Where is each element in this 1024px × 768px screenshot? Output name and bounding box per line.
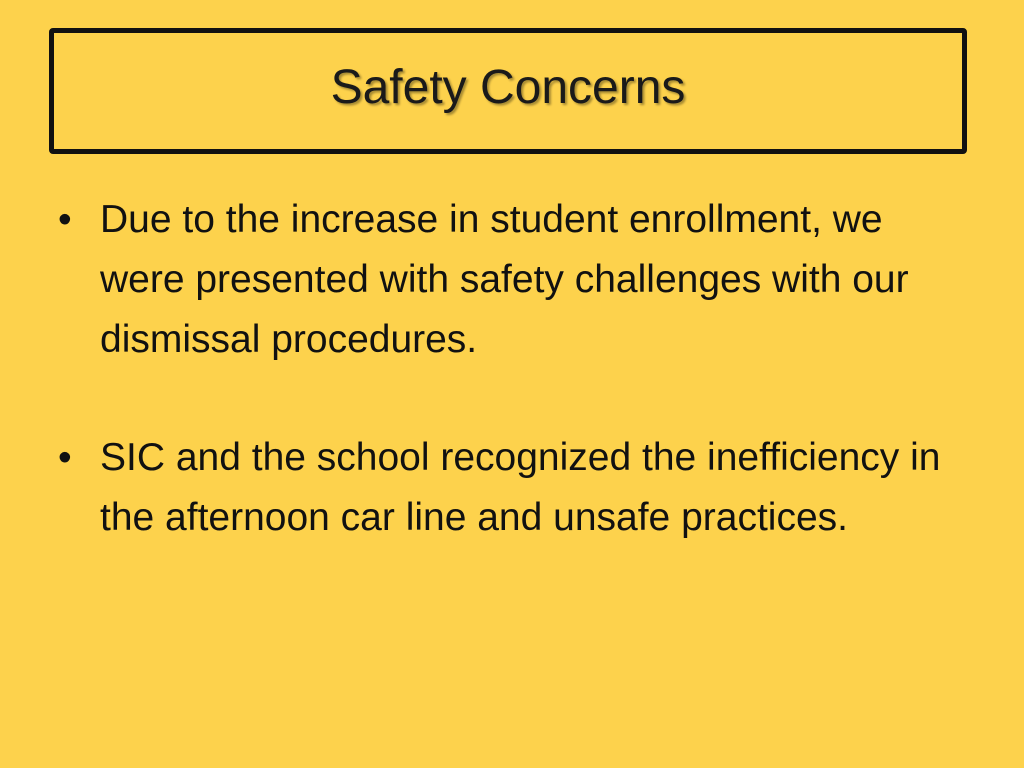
- bullet-list: [58, 190, 958, 606]
- bullet-text: Due to the increase in student enrollment, we were presented with safety challenges with our dismissal procedures.: [100, 198, 909, 361]
- bullet-point-icon: •: [58, 436, 72, 479]
- slide-title: Safety Concerns: [330, 61, 686, 114]
- bullet-item: [58, 428, 958, 548]
- bullet-text: SIC and the school recognized the inefficiency in the afternoon car line and unsafe practices.: [100, 436, 941, 539]
- bullet-point-icon: •: [58, 198, 72, 241]
- title-box: [49, 28, 967, 154]
- bullet-item: [58, 190, 958, 370]
